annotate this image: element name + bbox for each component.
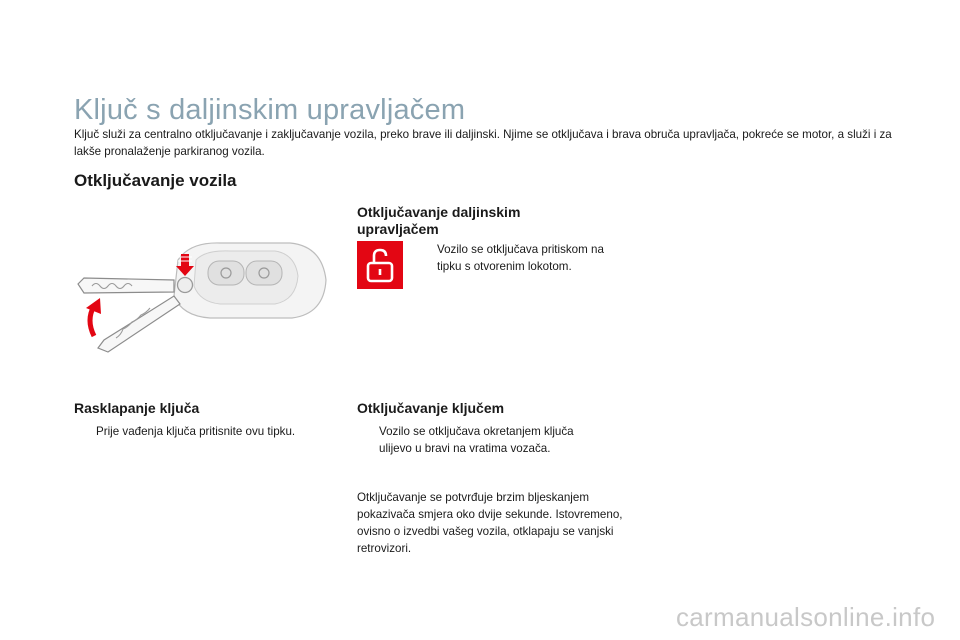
folding-key-bullet (74, 423, 334, 440)
remote-unlock-bullet (415, 241, 620, 275)
key-unlock-title: Otključavanje ključem (357, 400, 505, 416)
folding-key-text: Prije vađenja ključa pritisnite ovu tipku. (96, 425, 296, 438)
unlock-padlock-icon (357, 241, 403, 289)
key-blade-open (98, 296, 180, 352)
key-unlock-bullet (357, 423, 607, 457)
remote-unlock-text: Vozilo se otključava pritiskom na tipku s otvorenim lokotom. (437, 243, 604, 273)
folding-key-title: Rasklapanje ključa (74, 400, 200, 416)
watermark-text: carmanualsonline.info (676, 602, 936, 632)
remote-unlock-title: Otključavanje daljinskim upravljačem (357, 204, 521, 237)
page-title: Ključ s daljinskim upravljačem (74, 94, 466, 126)
release-button (178, 278, 193, 293)
arrow-bullet-icon (357, 423, 379, 457)
arrow-bullet-icon (415, 241, 437, 275)
key-unlock-note: Otključavanje se potvrđuje brzim bljeskanjem pokazivača smjera oko dvije sekunde. Istovremeno, ovisno o izvedbi vašeg vozila, otklapaju se vanjski retrovizori. (357, 491, 623, 555)
folding-key-illustration (70, 240, 335, 365)
intro-paragraph: Ključ služi za centralno otključavanje i zaključavanje vozila, preko brave ili daljinski. Njime se otključava i brava obruča upravljača, pokreće se motor, a služi i za lakše pronalaženje parkiranog vozila. (74, 128, 892, 158)
key-unlock-text: Vozilo se otključava okretanjem ključa ulijevo u bravi na vratima vozača. (379, 425, 574, 455)
section-title: Otključavanje vozila (74, 171, 237, 190)
arrow-bullet-icon (74, 423, 96, 440)
